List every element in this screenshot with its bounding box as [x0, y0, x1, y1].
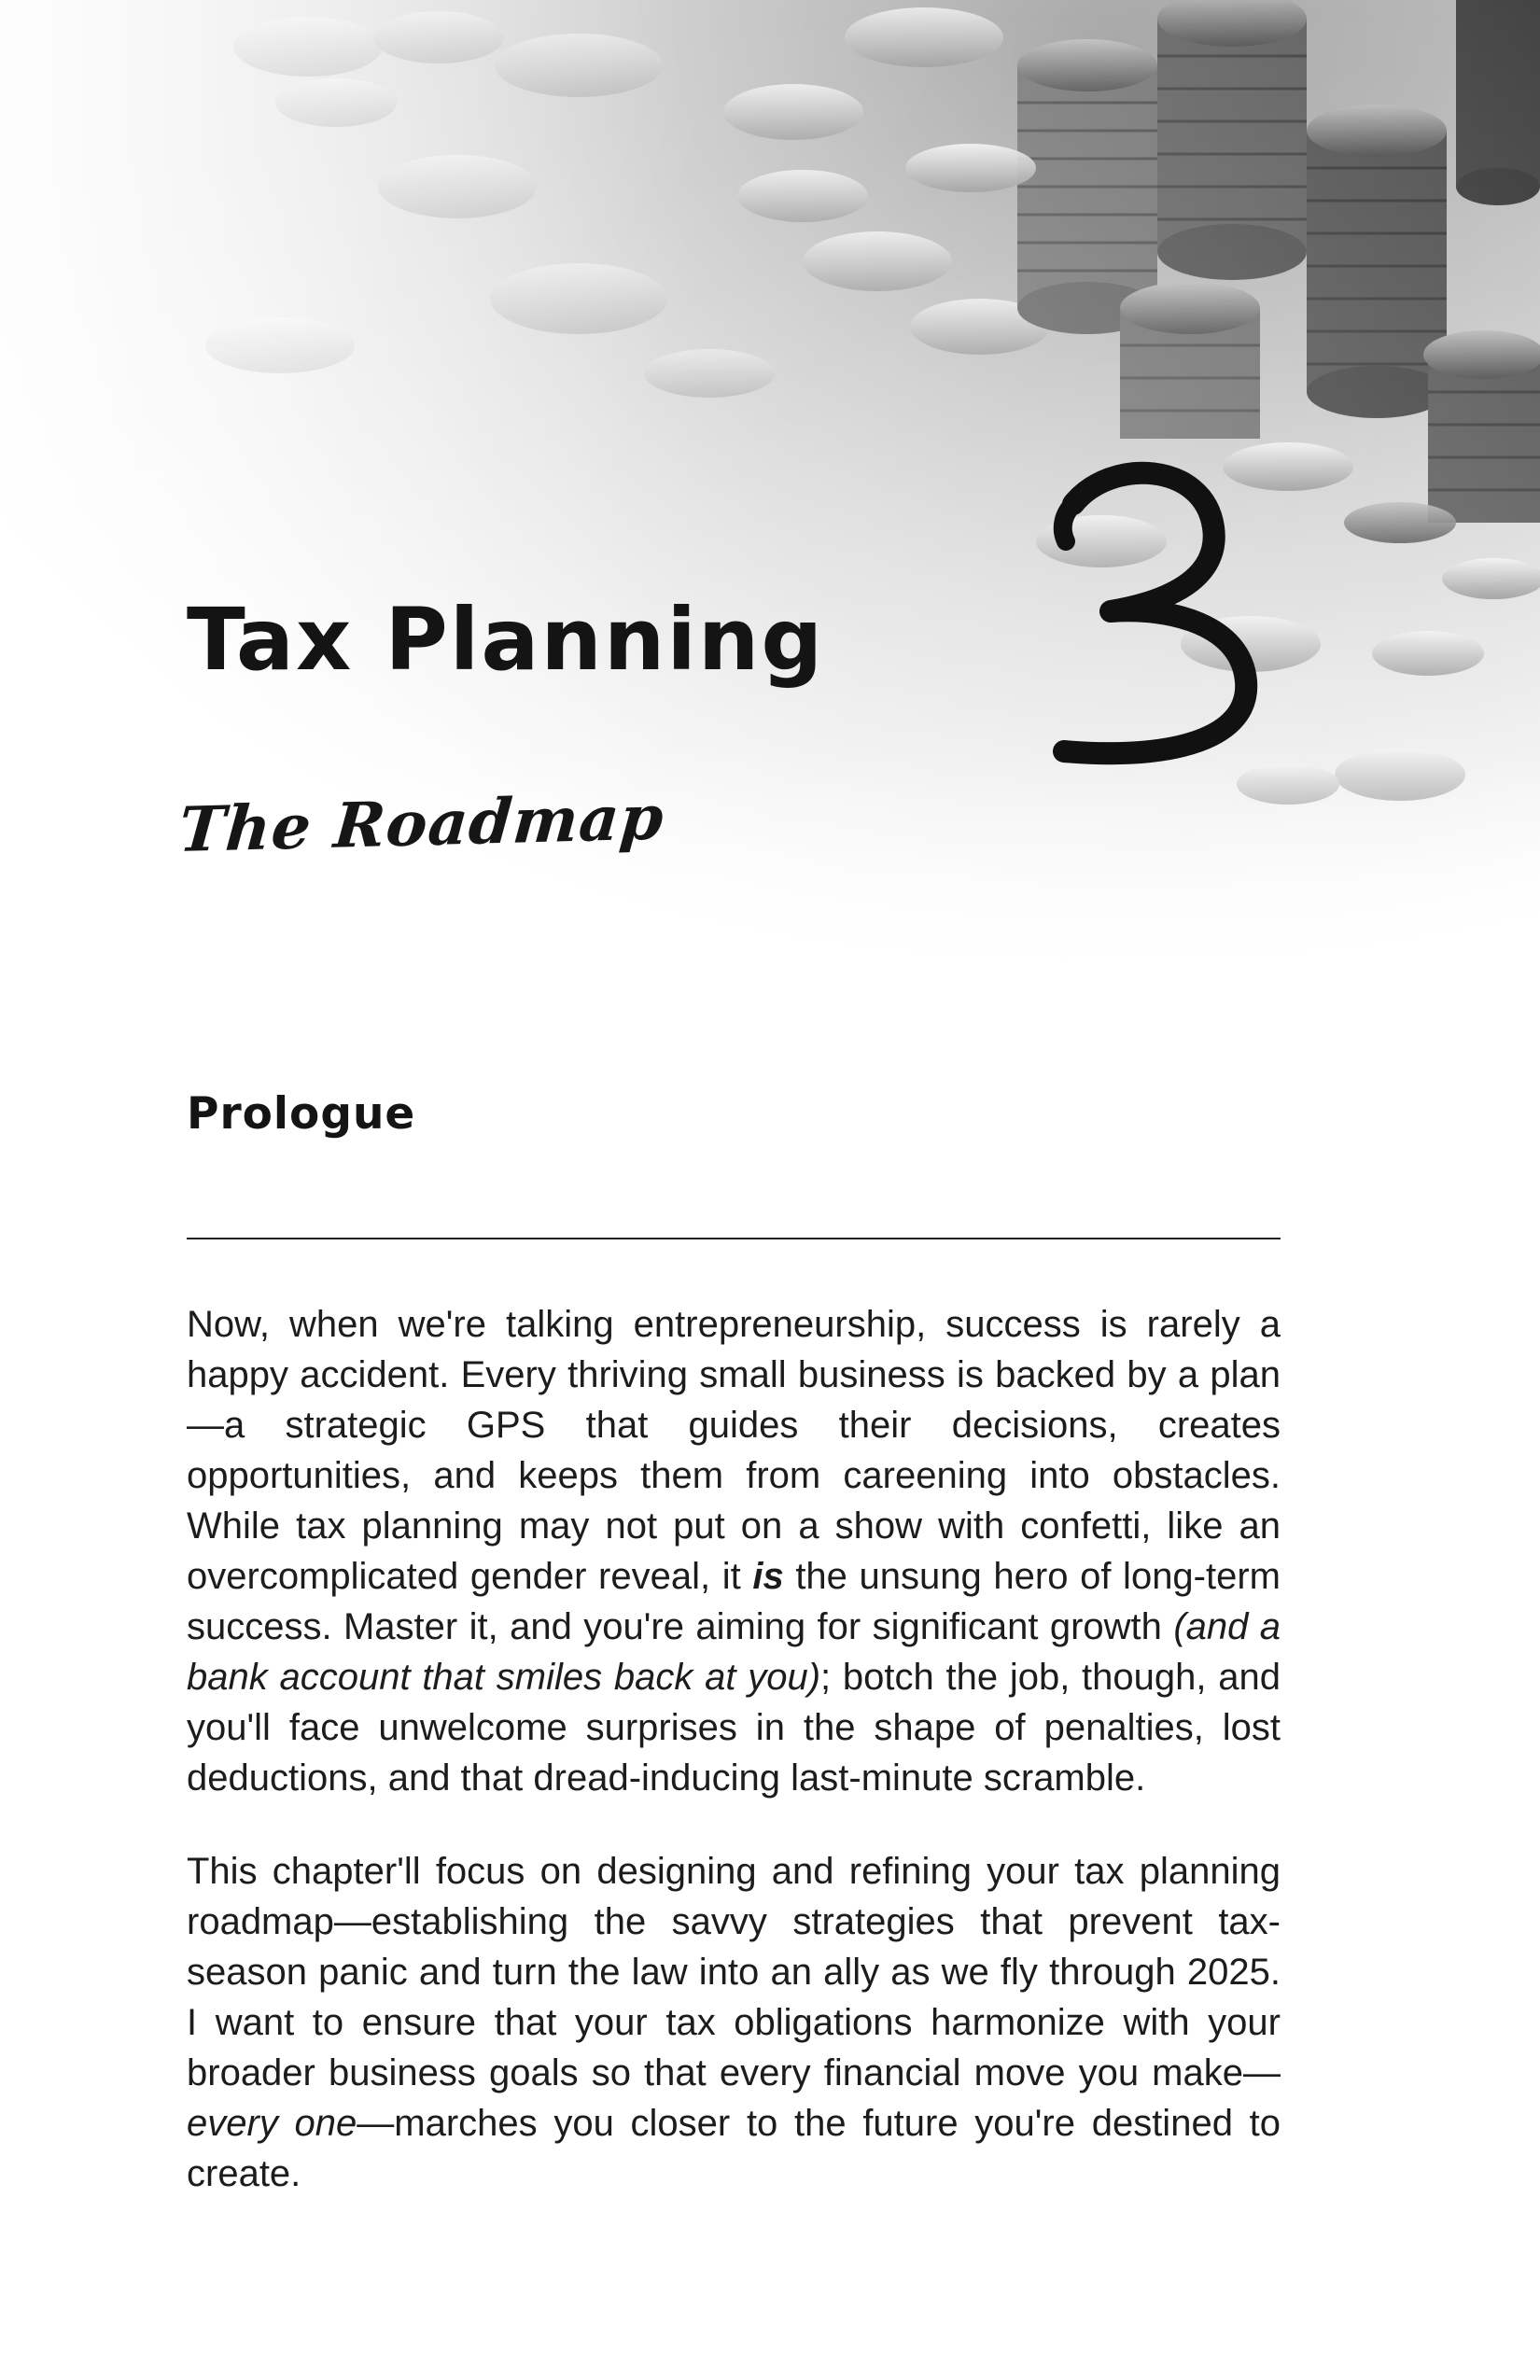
chapter-number-graphic — [1008, 439, 1288, 775]
chapter-title: Tax Planning — [187, 590, 825, 690]
body-text — [187, 1299, 1281, 2242]
paragraph-1-part-1: Now, when we're talking entrepreneurship, success is rarely a happy accident. Every thriving small business is backed by a plan—a strategic GPS that guides their decisions, creates opportunities, and keeps them from careening into obstacles. While tax planning may not put on a show with confetti, like an overcomplicated gender reveal, it — [187, 1304, 1281, 1597]
coins-illustration — [0, 0, 1540, 1073]
paragraph-1-aside: (and a bank account that smiles back at you) — [187, 1606, 1281, 1698]
section-heading-prologue: Prologue — [187, 1088, 416, 1140]
paragraph-2 — [187, 1846, 1281, 2199]
paragraph-1-part-3: ; botch the job, though, and you'll face unwelcome surprises in the shape of penalties, lost deductions, and that dread-inducing last-minute scramble. — [187, 1657, 1281, 1799]
paragraph-1 — [187, 1299, 1281, 1803]
paragraph-2-part-2: —marches you closer to the future you're destined to create. — [187, 2103, 1281, 2194]
emphasis-every-one: every one — [187, 2103, 357, 2144]
paragraph-1-part-2: the unsung hero of long-term success. Master it, and you're aiming for significant growth — [187, 1556, 1281, 1647]
paragraph-2-part-1: This chapter'll focus on designing and refining your tax planning roadmap—establishing the savvy strategies that prevent tax-season panic and turn the law into an ally as we fly through 2025. I want to ensure that your tax obligations harmonize with your broader business goals so that every financial move you make— — [187, 1851, 1281, 2093]
section-divider — [187, 1238, 1281, 1239]
emphasis-is: is — [752, 1556, 784, 1597]
chapter-subtitle: The Roadmap — [175, 780, 667, 867]
